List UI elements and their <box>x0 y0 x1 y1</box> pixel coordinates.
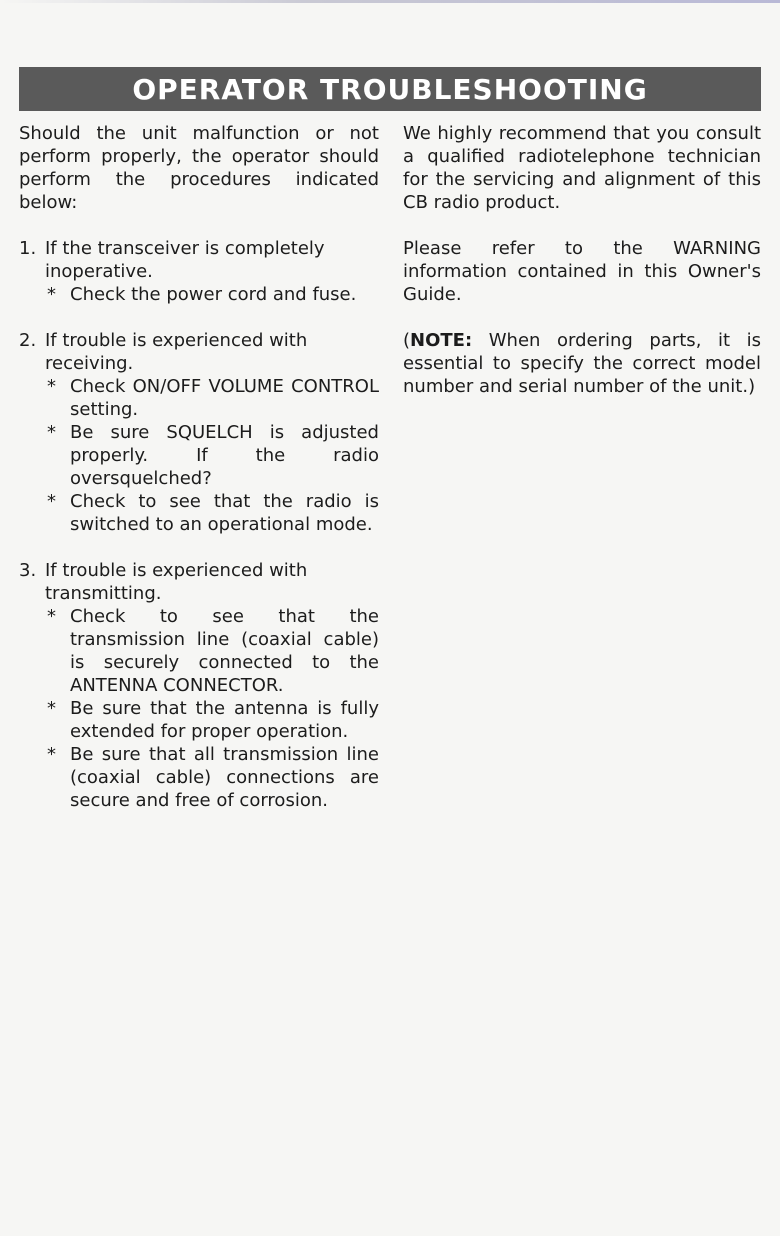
step-2 <box>19 329 379 536</box>
bullet-text: Check ON/OFF VOLUME CONTROL setting. <box>70 376 379 420</box>
left-column <box>19 122 379 812</box>
page-title: OPERATOR TROUBLESHOOTING <box>132 72 648 106</box>
step-text: If trouble is experienced with receiving. <box>45 330 308 374</box>
note-label: NOTE: <box>410 330 473 351</box>
step-number: 3. <box>19 560 37 581</box>
bullet-star: * <box>47 422 56 443</box>
bullet-text: Be sure that the antenna is fully extended for proper operation. <box>70 698 379 742</box>
step-text: If the transceiver is completely inoperative. <box>45 238 325 282</box>
page-edge <box>0 0 780 3</box>
bullet-item <box>45 605 379 697</box>
note-paragraph <box>403 329 761 398</box>
bullet-star: * <box>47 491 56 512</box>
note-text: When ordering parts, it is essential to specify the correct model number and serial number of the unit.) <box>403 330 761 397</box>
step-number: 2. <box>19 330 37 351</box>
title-bar <box>19 67 761 111</box>
bullet-item <box>45 421 379 490</box>
bullet-text: Check the power cord and fuse. <box>70 284 357 305</box>
note-open-paren: ( <box>403 330 411 351</box>
bullet-star: * <box>47 606 56 627</box>
bullet-star: * <box>47 744 56 765</box>
bullet-text: Be sure that all transmission line (coaxial cable) connections are secure and free of corrosion. <box>70 744 379 811</box>
step-3 <box>19 559 379 812</box>
recommend-paragraph: We highly recommend that you consult a qualified radiotelephone technician for the servicing and alignment of this CB radio product. <box>403 123 761 213</box>
bullet-star: * <box>47 284 56 305</box>
bullet-item <box>45 697 379 743</box>
bullet-text: Check to see that the transmission line (coaxial cable) is securely connected to the ANTENNA CONNECTOR. <box>70 606 379 696</box>
bullet-text: Check to see that the radio is switched to an operational mode. <box>70 491 379 535</box>
bullet-item <box>45 375 379 421</box>
right-column <box>403 122 761 398</box>
bullet-star: * <box>47 376 56 397</box>
step-number: 1. <box>19 238 37 259</box>
bullet-text: Be sure SQUELCH is adjusted properly. If the radio oversquelched? <box>70 422 379 489</box>
step-text: If trouble is experienced with transmitting. <box>45 560 308 604</box>
warning-paragraph: Please refer to the WARNING information contained in this Owner's Guide. <box>403 238 761 305</box>
bullet-item <box>45 490 379 536</box>
bullet-item <box>45 283 379 306</box>
intro-paragraph: Should the unit malfunction or not perform properly, the operator should perform the procedures indicated below: <box>19 123 379 213</box>
step-1 <box>19 237 379 306</box>
bullet-star: * <box>47 698 56 719</box>
bullet-item <box>45 743 379 812</box>
